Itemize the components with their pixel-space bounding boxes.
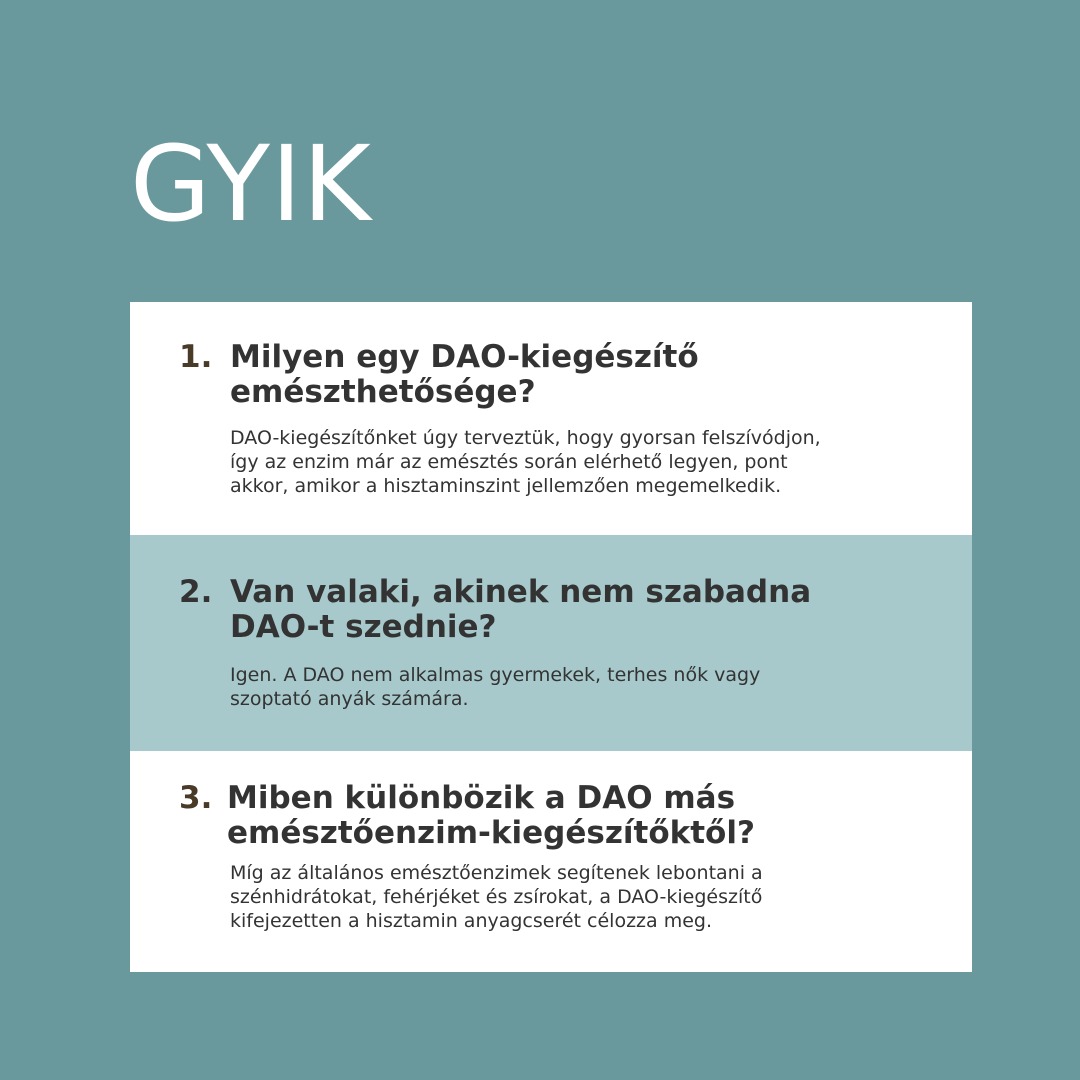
page-title: GYIK: [130, 123, 372, 245]
faq-answer: DAO-kiegészítőnket úgy terveztük, hogy gyorsan felszívódjon, így az enzim már az emésztés során elérhető legyen, pont akkor, amikor a hisztaminszint jellemzően megemelkedik.: [230, 427, 821, 497]
faq-question: Van valaki, akinek nem szabadna DAO-t szednie?: [230, 574, 812, 645]
faq-question: Miben különbözik a DAO más emésztőenzim-kiegészítőktől?: [227, 780, 755, 851]
faq-item-3: [130, 751, 972, 972]
faq-question: Milyen egy DAO-kiegészítő emészthetősége?: [230, 339, 699, 410]
faq-item-2: [130, 535, 972, 751]
faq-card: [130, 302, 972, 972]
faq-number: 1.: [179, 339, 213, 375]
faq-item-1: [130, 302, 972, 535]
faq-answer: Igen. A DAO nem alkalmas gyermekek, terhes nők vagy szoptató anyák számára.: [230, 664, 761, 710]
faq-number: 3.: [179, 780, 213, 816]
faq-number: 2.: [179, 574, 213, 610]
faq-answer: Míg az általános emésztőenzimek segítenek lebontani a szénhidrátokat, fehérjéket és zsírokat, a DAO-kiegészítő kifejezetten a hisztamin anyagcserét célozza meg.: [230, 862, 763, 932]
